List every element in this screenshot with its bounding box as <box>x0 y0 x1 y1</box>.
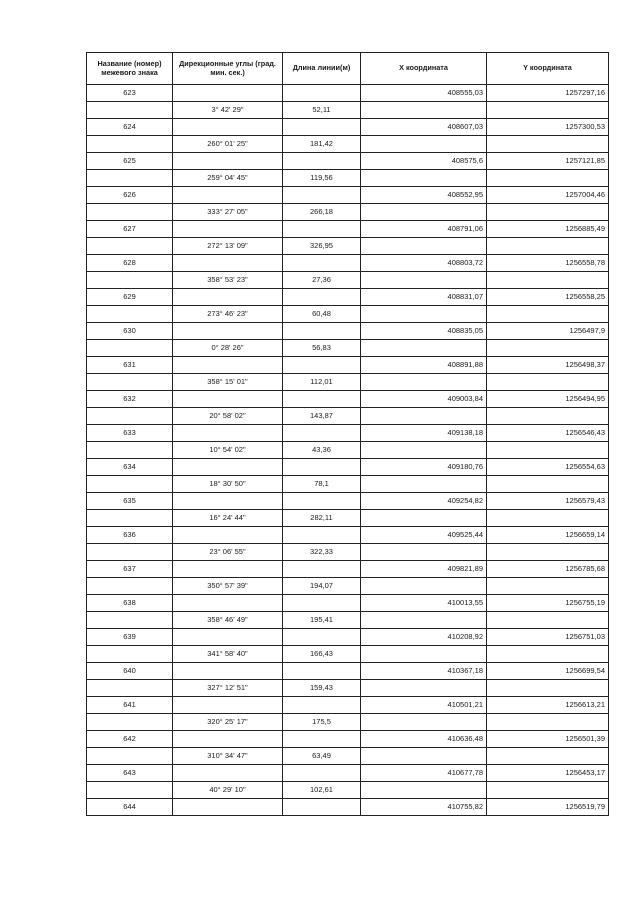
empty-cell <box>361 714 487 731</box>
empty-cell <box>173 731 283 748</box>
y-coordinate-cell: 1256699,54 <box>487 663 609 680</box>
empty-cell <box>361 680 487 697</box>
empty-cell <box>87 102 173 119</box>
segment-row <box>87 714 609 731</box>
point-name-cell: 642 <box>87 731 173 748</box>
empty-cell <box>173 527 283 544</box>
point-name-cell: 624 <box>87 119 173 136</box>
line-length-cell: 195,41 <box>283 612 361 629</box>
x-coordinate-cell: 409821,89 <box>361 561 487 578</box>
point-row <box>87 153 609 170</box>
direction-angle-cell: 0° 28' 26" <box>173 340 283 357</box>
empty-cell <box>283 527 361 544</box>
empty-cell <box>487 476 609 493</box>
empty-cell <box>173 357 283 374</box>
header-x-coordinate: X координата <box>361 53 487 85</box>
segment-row <box>87 374 609 391</box>
segment-row <box>87 238 609 255</box>
empty-cell <box>87 612 173 629</box>
x-coordinate-cell: 410367,18 <box>361 663 487 680</box>
empty-cell <box>173 765 283 782</box>
empty-cell <box>87 646 173 663</box>
empty-cell <box>487 136 609 153</box>
empty-cell <box>87 714 173 731</box>
empty-cell <box>487 782 609 799</box>
point-name-cell: 638 <box>87 595 173 612</box>
empty-cell <box>283 731 361 748</box>
direction-angle-cell: 333° 27' 05" <box>173 204 283 221</box>
direction-angle-cell: 20° 58' 02" <box>173 408 283 425</box>
line-length-cell: 43,36 <box>283 442 361 459</box>
empty-cell <box>283 561 361 578</box>
x-coordinate-cell: 408555,03 <box>361 85 487 102</box>
x-coordinate-cell: 408891,88 <box>361 357 487 374</box>
x-coordinate-cell: 408607,03 <box>361 119 487 136</box>
empty-cell <box>283 425 361 442</box>
point-name-cell: 625 <box>87 153 173 170</box>
x-coordinate-cell: 410013,55 <box>361 595 487 612</box>
direction-angle-cell: 358° 46' 49" <box>173 612 283 629</box>
empty-cell <box>87 476 173 493</box>
point-row <box>87 561 609 578</box>
x-coordinate-cell: 410501,21 <box>361 697 487 714</box>
segment-row <box>87 510 609 527</box>
empty-cell <box>173 289 283 306</box>
point-name-cell: 640 <box>87 663 173 680</box>
x-coordinate-cell: 410755,82 <box>361 799 487 816</box>
point-name-cell: 633 <box>87 425 173 442</box>
point-row <box>87 289 609 306</box>
direction-angle-cell: 18° 30' 50" <box>173 476 283 493</box>
point-name-cell: 628 <box>87 255 173 272</box>
empty-cell <box>87 272 173 289</box>
empty-cell <box>87 374 173 391</box>
empty-cell <box>361 272 487 289</box>
empty-cell <box>173 595 283 612</box>
empty-cell <box>361 646 487 663</box>
line-length-cell: 112,01 <box>283 374 361 391</box>
y-coordinate-cell: 1256755,19 <box>487 595 609 612</box>
empty-cell <box>361 340 487 357</box>
empty-cell <box>283 357 361 374</box>
empty-cell <box>87 136 173 153</box>
empty-cell <box>487 306 609 323</box>
empty-cell <box>361 102 487 119</box>
empty-cell <box>361 544 487 561</box>
empty-cell <box>487 272 609 289</box>
point-row <box>87 595 609 612</box>
point-row <box>87 357 609 374</box>
empty-cell <box>487 714 609 731</box>
point-row <box>87 119 609 136</box>
empty-cell <box>361 306 487 323</box>
empty-cell <box>283 629 361 646</box>
segment-row <box>87 102 609 119</box>
y-coordinate-cell: 1256497,9 <box>487 323 609 340</box>
y-coordinate-cell: 1256498,37 <box>487 357 609 374</box>
empty-cell <box>173 119 283 136</box>
direction-angle-cell: 327° 12' 51" <box>173 680 283 697</box>
direction-angle-cell: 23° 06' 55" <box>173 544 283 561</box>
point-row <box>87 799 609 816</box>
empty-cell <box>487 510 609 527</box>
line-length-cell: 282,11 <box>283 510 361 527</box>
line-length-cell: 181,42 <box>283 136 361 153</box>
segment-row <box>87 782 609 799</box>
empty-cell <box>173 221 283 238</box>
empty-cell <box>283 119 361 136</box>
x-coordinate-cell: 408835,05 <box>361 323 487 340</box>
empty-cell <box>87 306 173 323</box>
header-line-length: Длина линии(м) <box>283 53 361 85</box>
segment-row <box>87 204 609 221</box>
empty-cell <box>487 680 609 697</box>
empty-cell <box>487 578 609 595</box>
x-coordinate-cell: 408791,06 <box>361 221 487 238</box>
line-length-cell: 78,1 <box>283 476 361 493</box>
segment-row <box>87 680 609 697</box>
empty-cell <box>361 408 487 425</box>
empty-cell <box>87 340 173 357</box>
y-coordinate-cell: 1256613,21 <box>487 697 609 714</box>
point-row <box>87 187 609 204</box>
empty-cell <box>283 697 361 714</box>
empty-cell <box>173 255 283 272</box>
segment-row <box>87 136 609 153</box>
empty-cell <box>173 85 283 102</box>
point-name-cell: 635 <box>87 493 173 510</box>
point-row <box>87 731 609 748</box>
empty-cell <box>361 374 487 391</box>
direction-angle-cell: 259° 04' 45" <box>173 170 283 187</box>
empty-cell <box>173 153 283 170</box>
x-coordinate-cell: 410677,78 <box>361 765 487 782</box>
empty-cell <box>87 442 173 459</box>
direction-angle-cell: 273° 46' 23" <box>173 306 283 323</box>
point-name-cell: 623 <box>87 85 173 102</box>
empty-cell <box>87 748 173 765</box>
y-coordinate-cell: 1256519,79 <box>487 799 609 816</box>
line-length-cell: 102,61 <box>283 782 361 799</box>
segment-row <box>87 748 609 765</box>
empty-cell <box>173 459 283 476</box>
point-name-cell: 644 <box>87 799 173 816</box>
empty-cell <box>487 102 609 119</box>
line-length-cell: 175,5 <box>283 714 361 731</box>
x-coordinate-cell: 408575,6 <box>361 153 487 170</box>
empty-cell <box>87 578 173 595</box>
point-row <box>87 765 609 782</box>
empty-cell <box>283 221 361 238</box>
empty-cell <box>173 187 283 204</box>
empty-cell <box>283 255 361 272</box>
empty-cell <box>283 85 361 102</box>
empty-cell <box>487 374 609 391</box>
empty-cell <box>283 187 361 204</box>
point-row <box>87 629 609 646</box>
empty-cell <box>87 408 173 425</box>
empty-cell <box>173 663 283 680</box>
direction-angle-cell: 320° 25' 17" <box>173 714 283 731</box>
line-length-cell: 60,48 <box>283 306 361 323</box>
empty-cell <box>173 323 283 340</box>
segment-row <box>87 306 609 323</box>
segment-row <box>87 170 609 187</box>
x-coordinate-cell: 409180,76 <box>361 459 487 476</box>
empty-cell <box>283 799 361 816</box>
y-coordinate-cell: 1256453,17 <box>487 765 609 782</box>
table-body <box>87 85 609 816</box>
empty-cell <box>87 782 173 799</box>
line-length-cell: 322,33 <box>283 544 361 561</box>
x-coordinate-cell: 408552,95 <box>361 187 487 204</box>
line-length-cell: 326,95 <box>283 238 361 255</box>
empty-cell <box>283 595 361 612</box>
empty-cell <box>87 170 173 187</box>
empty-cell <box>87 204 173 221</box>
empty-cell <box>487 442 609 459</box>
direction-angle-cell: 358° 15' 01" <box>173 374 283 391</box>
y-coordinate-cell: 1256546,43 <box>487 425 609 442</box>
x-coordinate-cell: 409254,82 <box>361 493 487 510</box>
line-length-cell: 52,11 <box>283 102 361 119</box>
empty-cell <box>487 170 609 187</box>
y-coordinate-cell: 1256558,25 <box>487 289 609 306</box>
y-coordinate-cell: 1256501,39 <box>487 731 609 748</box>
empty-cell <box>361 442 487 459</box>
empty-cell <box>87 680 173 697</box>
point-row <box>87 221 609 238</box>
direction-angle-cell: 310° 34' 47" <box>173 748 283 765</box>
point-name-cell: 636 <box>87 527 173 544</box>
empty-cell <box>173 629 283 646</box>
empty-cell <box>361 510 487 527</box>
empty-cell <box>361 612 487 629</box>
empty-cell <box>361 238 487 255</box>
empty-cell <box>283 663 361 680</box>
direction-angle-cell: 3° 42' 29" <box>173 102 283 119</box>
y-coordinate-cell: 1256558,78 <box>487 255 609 272</box>
line-length-cell: 119,56 <box>283 170 361 187</box>
empty-cell <box>87 510 173 527</box>
direction-angle-cell: 272° 13' 09" <box>173 238 283 255</box>
segment-row <box>87 442 609 459</box>
header-point-name: Название (номер) межевого знака <box>87 53 173 85</box>
y-coordinate-cell: 1257297,16 <box>487 85 609 102</box>
point-row <box>87 255 609 272</box>
line-length-cell: 63,49 <box>283 748 361 765</box>
empty-cell <box>283 765 361 782</box>
x-coordinate-cell: 409138,18 <box>361 425 487 442</box>
empty-cell <box>283 459 361 476</box>
segment-row <box>87 340 609 357</box>
empty-cell <box>361 748 487 765</box>
direction-angle-cell: 10° 54' 02" <box>173 442 283 459</box>
empty-cell <box>173 425 283 442</box>
segment-row <box>87 612 609 629</box>
line-length-cell: 143,87 <box>283 408 361 425</box>
y-coordinate-cell: 1256785,68 <box>487 561 609 578</box>
line-length-cell: 194,07 <box>283 578 361 595</box>
point-row <box>87 663 609 680</box>
point-name-cell: 637 <box>87 561 173 578</box>
empty-cell <box>173 493 283 510</box>
point-name-cell: 631 <box>87 357 173 374</box>
point-name-cell: 641 <box>87 697 173 714</box>
empty-cell <box>487 340 609 357</box>
empty-cell <box>361 578 487 595</box>
segment-row <box>87 408 609 425</box>
point-row <box>87 85 609 102</box>
line-length-cell: 27,36 <box>283 272 361 289</box>
y-coordinate-cell: 1256579,43 <box>487 493 609 510</box>
direction-angle-cell: 350° 57' 39" <box>173 578 283 595</box>
point-name-cell: 639 <box>87 629 173 646</box>
empty-cell <box>487 204 609 221</box>
point-row <box>87 459 609 476</box>
point-row <box>87 391 609 408</box>
point-row <box>87 493 609 510</box>
empty-cell <box>361 782 487 799</box>
point-row <box>87 697 609 714</box>
y-coordinate-cell: 1256659,14 <box>487 527 609 544</box>
empty-cell <box>283 493 361 510</box>
empty-cell <box>173 799 283 816</box>
point-row <box>87 527 609 544</box>
point-name-cell: 627 <box>87 221 173 238</box>
x-coordinate-cell: 409525,44 <box>361 527 487 544</box>
point-name-cell: 630 <box>87 323 173 340</box>
empty-cell <box>487 612 609 629</box>
point-name-cell: 632 <box>87 391 173 408</box>
empty-cell <box>361 170 487 187</box>
empty-cell <box>361 204 487 221</box>
segment-row <box>87 476 609 493</box>
empty-cell <box>487 646 609 663</box>
header-y-coordinate: Y координата <box>487 53 609 85</box>
segment-row <box>87 272 609 289</box>
x-coordinate-cell: 409003,84 <box>361 391 487 408</box>
y-coordinate-cell: 1256554,63 <box>487 459 609 476</box>
direction-angle-cell: 358° 53' 23" <box>173 272 283 289</box>
empty-cell <box>361 476 487 493</box>
empty-cell <box>283 323 361 340</box>
table-header <box>87 53 609 85</box>
line-length-cell: 159,43 <box>283 680 361 697</box>
x-coordinate-cell: 408803,72 <box>361 255 487 272</box>
y-coordinate-cell: 1256494,95 <box>487 391 609 408</box>
empty-cell <box>87 544 173 561</box>
line-length-cell: 56,83 <box>283 340 361 357</box>
empty-cell <box>173 697 283 714</box>
point-name-cell: 643 <box>87 765 173 782</box>
x-coordinate-cell: 410636,48 <box>361 731 487 748</box>
segment-row <box>87 578 609 595</box>
empty-cell <box>487 748 609 765</box>
line-length-cell: 166,43 <box>283 646 361 663</box>
empty-cell <box>487 238 609 255</box>
point-row <box>87 425 609 442</box>
header-direction-angle: Дирекционные углы (град. мин. сек.) <box>173 53 283 85</box>
y-coordinate-cell: 1256885,49 <box>487 221 609 238</box>
line-length-cell: 266,18 <box>283 204 361 221</box>
y-coordinate-cell: 1257300,53 <box>487 119 609 136</box>
point-name-cell: 634 <box>87 459 173 476</box>
empty-cell <box>283 289 361 306</box>
x-coordinate-cell: 408831,07 <box>361 289 487 306</box>
segment-row <box>87 646 609 663</box>
direction-angle-cell: 260° 01' 25" <box>173 136 283 153</box>
empty-cell <box>283 153 361 170</box>
empty-cell <box>87 238 173 255</box>
point-row <box>87 323 609 340</box>
y-coordinate-cell: 1257121,85 <box>487 153 609 170</box>
direction-angle-cell: 341° 58' 40" <box>173 646 283 663</box>
empty-cell <box>173 391 283 408</box>
point-name-cell: 626 <box>87 187 173 204</box>
header-row <box>87 53 609 85</box>
empty-cell <box>283 391 361 408</box>
empty-cell <box>487 544 609 561</box>
empty-cell <box>487 408 609 425</box>
segment-row <box>87 544 609 561</box>
y-coordinate-cell: 1257004,46 <box>487 187 609 204</box>
empty-cell <box>173 561 283 578</box>
direction-angle-cell: 40° 29' 10" <box>173 782 283 799</box>
point-name-cell: 629 <box>87 289 173 306</box>
boundary-points-table <box>86 52 609 816</box>
y-coordinate-cell: 1256751,03 <box>487 629 609 646</box>
x-coordinate-cell: 410208,92 <box>361 629 487 646</box>
direction-angle-cell: 16° 24' 44" <box>173 510 283 527</box>
empty-cell <box>361 136 487 153</box>
